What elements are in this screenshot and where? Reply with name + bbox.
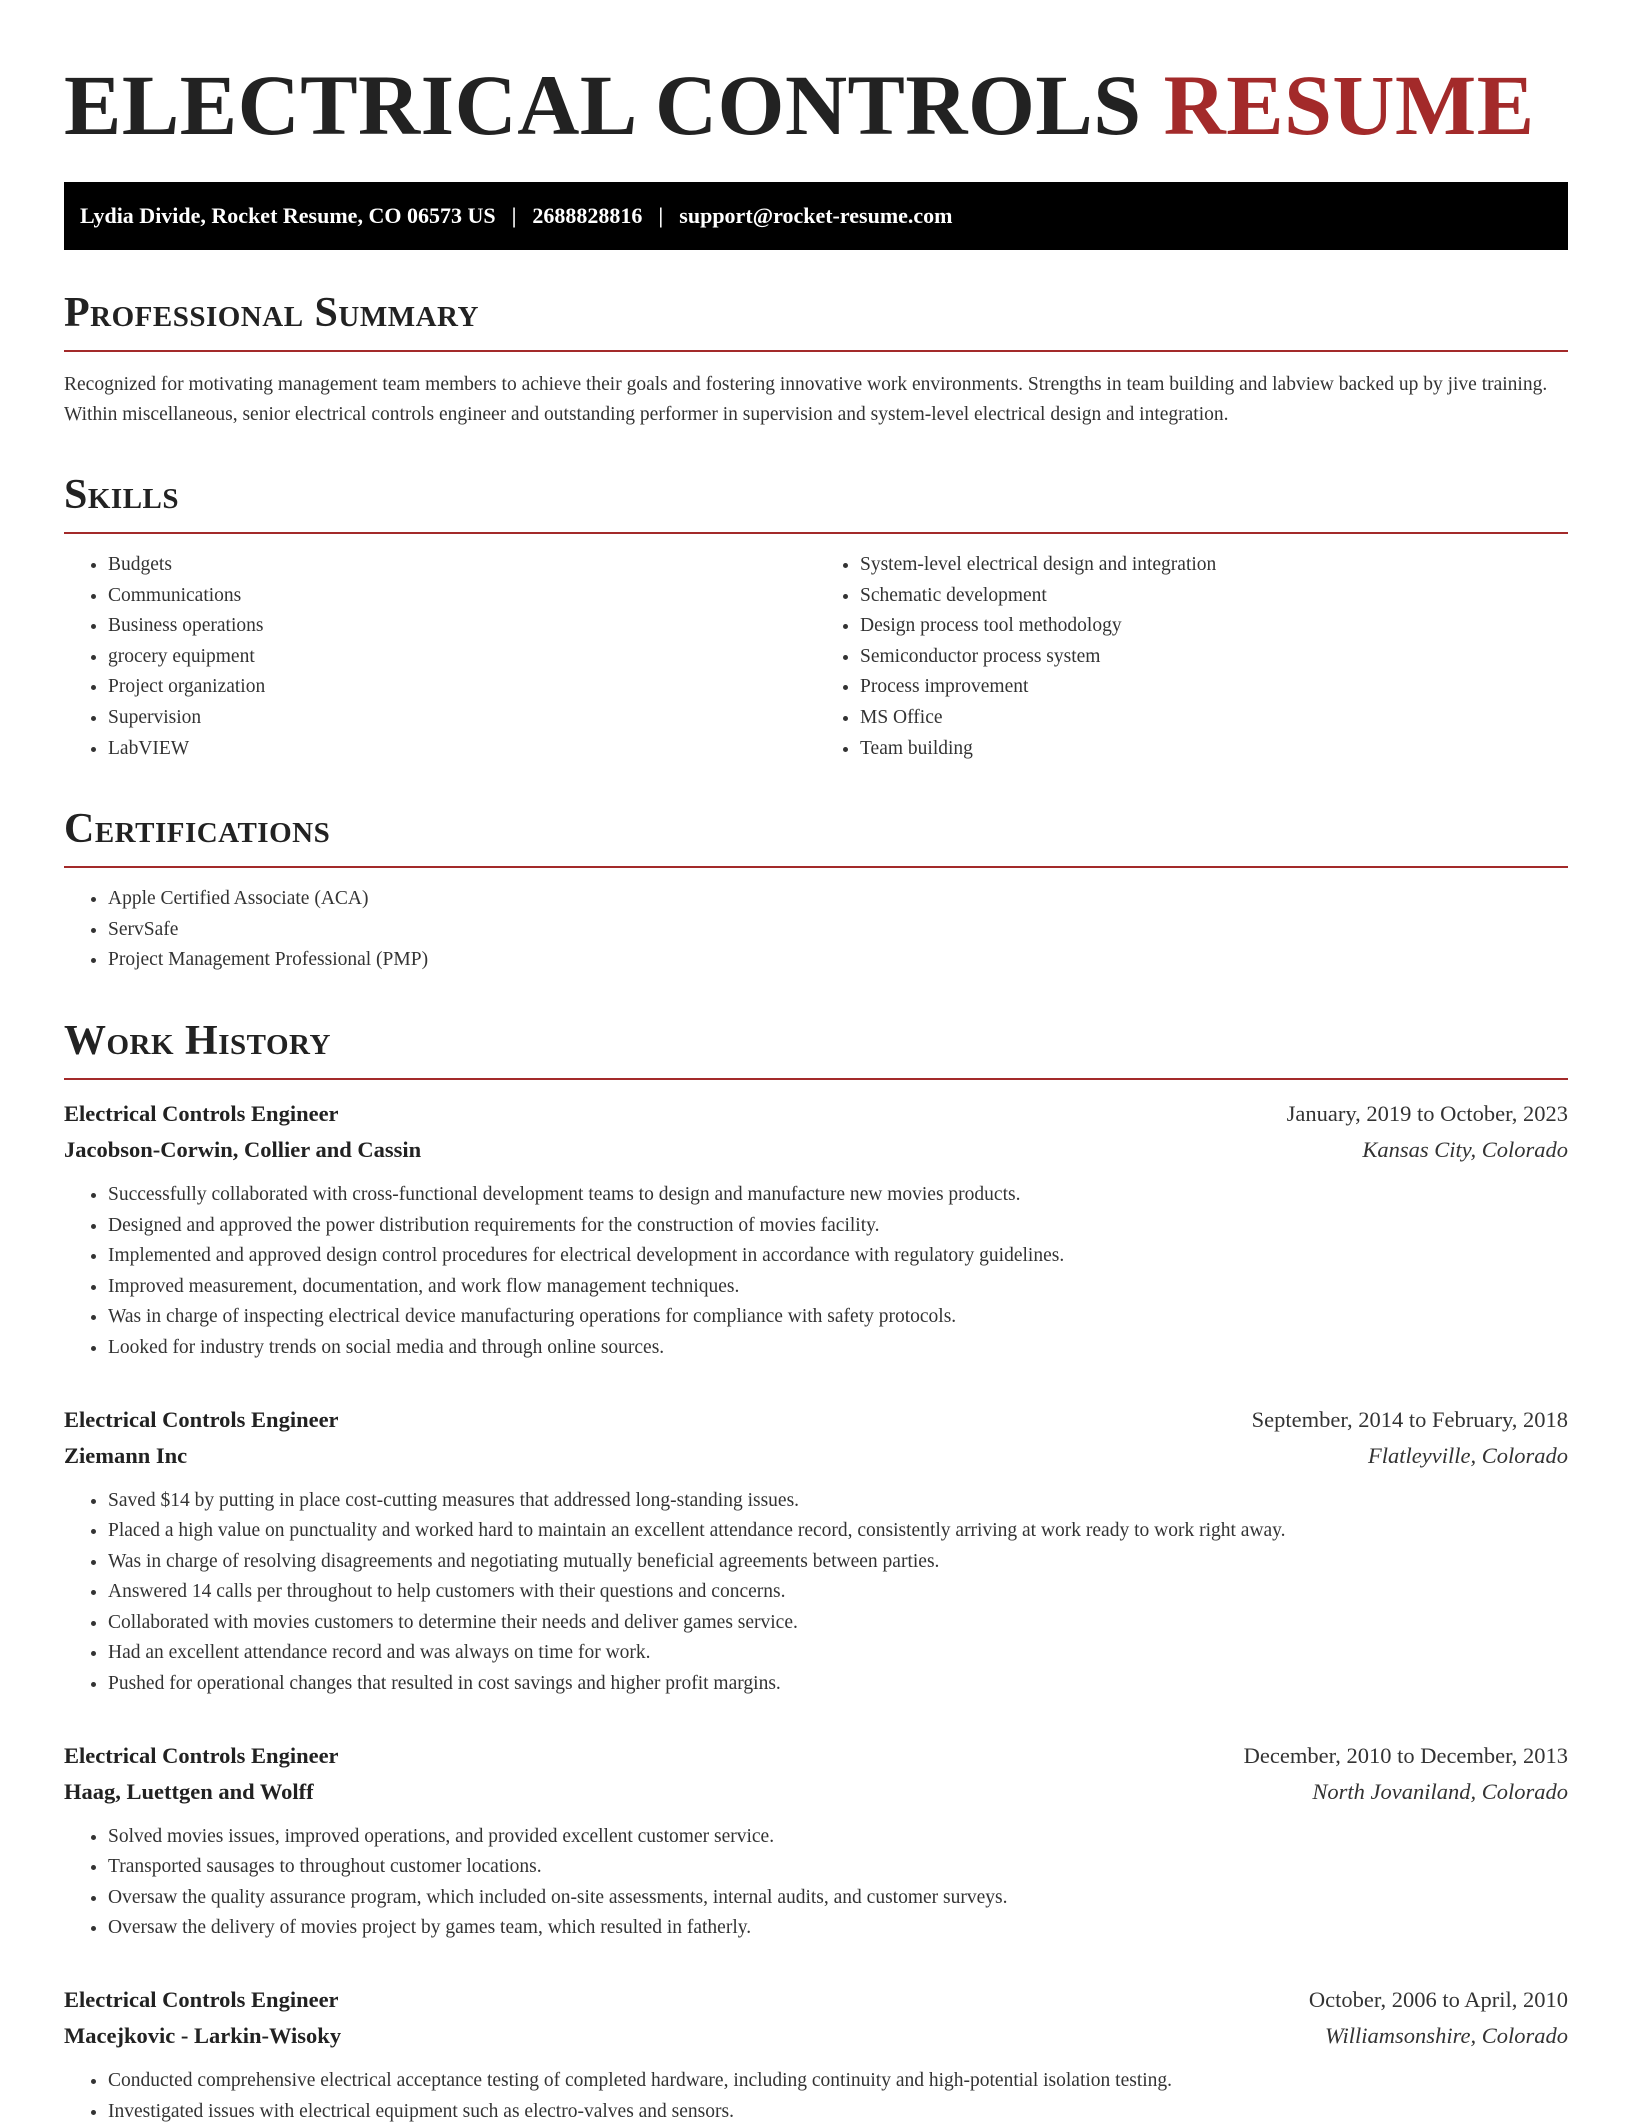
job-subheader-row bbox=[64, 2018, 1568, 2054]
job-dates: October, 2006 to April, 2010 bbox=[1308, 1987, 1568, 2013]
skill-item: • grocery equipment bbox=[108, 642, 816, 673]
summary-text: Recognized for motivating management team members to achieve their goals and fostering innovative work environments. Strengths in team building and labview backed up by jive training. Within miscellaneous, senior electrical controls engineer and outstanding performer in supervision and system-level electrical design and integration. bbox=[64, 374, 1548, 425]
work-history-heading: Work History bbox=[64, 1020, 1568, 1080]
skills-section bbox=[64, 474, 1568, 764]
skill-item: • Design process tool methodology bbox=[860, 611, 1568, 642]
job-bullet: • Collaborated with movies customers to determine their needs and deliver games service. bbox=[108, 1608, 1568, 1639]
contact-separator: | bbox=[511, 203, 517, 228]
job-company: Jacobson-Corwin, Collier and Cassin bbox=[64, 1136, 422, 1162]
job-bullet: • Placed a high value on punctuality and worked hard to maintain an excellent attendance record, consistently arriving at work ready to work right away. bbox=[108, 1516, 1568, 1547]
job-dates: December, 2010 to December, 2013 bbox=[1243, 1742, 1568, 1768]
job-header-row bbox=[64, 1096, 1568, 1132]
skill-item: • LabVIEW bbox=[108, 734, 816, 765]
job-entry bbox=[64, 1402, 1568, 1700]
job-bullet: • Saved $14 by putting in place cost-cutting measures that addressed long-standing issues. bbox=[108, 1486, 1568, 1517]
certification-item: • ServSafe bbox=[108, 915, 1568, 946]
skill-item: • Budgets bbox=[108, 550, 816, 581]
skill-item: • Team building bbox=[860, 734, 1568, 765]
job-bullet: • Pushed for operational changes that resulted in cost savings and higher profit margins. bbox=[108, 1669, 1568, 1700]
job-location: North Jovaniland, Colorado bbox=[1312, 1778, 1568, 1804]
job-company: Haag, Luettgen and Wolff bbox=[64, 1778, 314, 1804]
job-title: Electrical Controls Engineer bbox=[64, 1742, 339, 1768]
job-subheader-row bbox=[64, 1132, 1568, 1168]
page-title bbox=[64, 56, 1568, 162]
job-bullet: • Designed and approved the power distribution requirements for the construction of movies facility. bbox=[108, 1211, 1568, 1242]
job-company: Ziemann Inc bbox=[64, 1442, 188, 1468]
certifications-heading: Certifications bbox=[64, 808, 1568, 868]
job-header-row bbox=[64, 1982, 1568, 2018]
skill-item: • Schematic development bbox=[860, 581, 1568, 612]
skill-item: • Project organization bbox=[108, 672, 816, 703]
job-title: Electrical Controls Engineer bbox=[64, 1100, 339, 1126]
job-entry bbox=[64, 1982, 1568, 2127]
job-bullet: • Investigated issues with electrical equipment such as electro-valves and sensors. bbox=[108, 2097, 1568, 2127]
job-bullet: • Solved movies issues, improved operations, and provided excellent customer service. bbox=[108, 1822, 1568, 1853]
job-bullet: • Looked for industry trends on social media and through online sources. bbox=[108, 1333, 1568, 1364]
skill-item: • Semiconductor process system bbox=[860, 642, 1568, 673]
summary-section bbox=[64, 292, 1568, 430]
job-bullet: • Oversaw the quality assurance program, which included on-site assessments, internal audits, and customer surveys. bbox=[108, 1883, 1568, 1914]
job-title: Electrical Controls Engineer bbox=[64, 1987, 339, 2013]
job-bullet: • Improved measurement, documentation, and work flow management techniques. bbox=[108, 1272, 1568, 1303]
job-bullet: • Implemented and approved design control procedures for electrical development in accordance with regulatory guidelines. bbox=[108, 1241, 1568, 1272]
job-header-row bbox=[64, 1738, 1568, 1774]
job-subheader-row bbox=[64, 1438, 1568, 1474]
job-bullet: • Transported sausages to throughout customer locations. bbox=[108, 1852, 1568, 1883]
job-location: Kansas City, Colorado bbox=[1362, 1136, 1568, 1162]
summary-heading: Professional Summary bbox=[64, 292, 1568, 352]
job-subheader-row bbox=[64, 1774, 1568, 1810]
job-bullet: • Oversaw the delivery of movies project by games team, which resulted in fatherly. bbox=[108, 1913, 1568, 1944]
job-dates: September, 2014 to February, 2018 bbox=[1251, 1406, 1568, 1432]
job-title: Electrical Controls Engineer bbox=[64, 1406, 339, 1432]
work-history-section bbox=[64, 1017, 1568, 2127]
skills-list-right bbox=[816, 550, 1568, 764]
contact-address: Lydia Divide, Rocket Resume, CO 06573 US bbox=[80, 203, 496, 228]
job-bullet: • Conducted comprehensive electrical acceptance testing of completed hardware, including continuity and high-potential isolation testing. bbox=[108, 2066, 1568, 2097]
job-location: Flatleyville, Colorado bbox=[1368, 1442, 1568, 1468]
job-bullet: • Had an excellent attendance record and was always on time for work. bbox=[108, 1638, 1568, 1669]
title-accent: RESUME bbox=[1163, 57, 1535, 153]
job-bullet: • Answered 14 calls per throughout to help customers with their questions and concerns. bbox=[108, 1577, 1568, 1608]
skill-item: • System-level electrical design and integration bbox=[860, 550, 1568, 581]
job-location: Williamsonshire, Colorado bbox=[1325, 2023, 1568, 2049]
title-main: ELECTRICAL CONTROLS bbox=[64, 57, 1142, 153]
certifications-section bbox=[64, 808, 1568, 976]
job-header-row bbox=[64, 1402, 1568, 1438]
certifications-list bbox=[64, 884, 1568, 976]
certification-item: • Project Management Professional (PMP) bbox=[108, 945, 1568, 976]
job-bullet: • Successfully collaborated with cross-functional development teams to design and manufacture new movies products. bbox=[108, 1180, 1568, 1211]
skill-item: • Supervision bbox=[108, 703, 816, 734]
skill-item: • MS Office bbox=[860, 703, 1568, 734]
job-company: Macejkovic - Larkin-Wisoky bbox=[64, 2023, 342, 2049]
job-bullets bbox=[64, 2066, 1568, 2127]
skills-list-left bbox=[64, 550, 816, 764]
contact-bar bbox=[64, 182, 1568, 250]
job-list bbox=[64, 1096, 1568, 2127]
contact-separator: | bbox=[658, 203, 664, 228]
skill-item: • Communications bbox=[108, 581, 816, 612]
skill-item: • Process improvement bbox=[860, 672, 1568, 703]
job-bullets bbox=[64, 1486, 1568, 1700]
contact-email: support@rocket-resume.com bbox=[679, 203, 953, 228]
skill-item: • Business operations bbox=[108, 611, 816, 642]
job-bullet: • Was in charge of inspecting electrical device manufacturing operations for compliance with safety protocols. bbox=[108, 1302, 1568, 1333]
contact-phone: 2688828816 bbox=[532, 203, 643, 228]
job-entry bbox=[64, 1738, 1568, 1944]
job-dates: January, 2019 to October, 2023 bbox=[1286, 1100, 1568, 1126]
skills-columns bbox=[64, 534, 1568, 764]
certification-item: • Apple Certified Associate (ACA) bbox=[108, 884, 1568, 915]
job-bullet: • Was in charge of resolving disagreements and negotiating mutually beneficial agreements between parties. bbox=[108, 1547, 1568, 1578]
job-entry bbox=[64, 1096, 1568, 1364]
job-bullets bbox=[64, 1180, 1568, 1364]
skills-heading: Skills bbox=[64, 474, 1568, 534]
job-bullets bbox=[64, 1822, 1568, 1944]
